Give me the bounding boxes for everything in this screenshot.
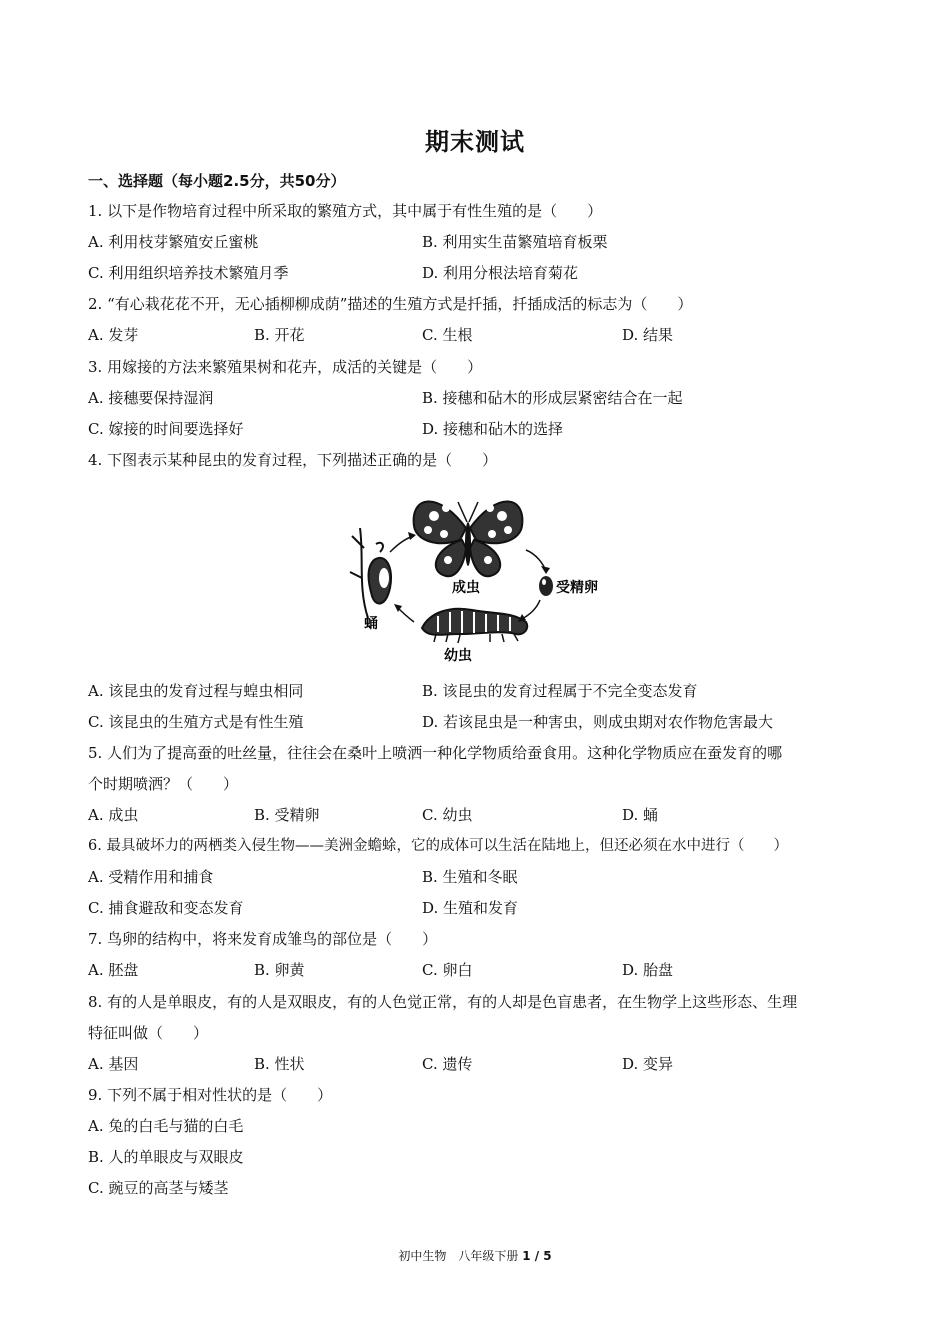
label-egg: 受精卵 xyxy=(556,580,598,596)
page-title: 期末测试 xyxy=(425,128,525,156)
q9-option-a: A. 兔的白毛与猫的白毛 xyxy=(88,1117,244,1135)
label-adult: 成虫 xyxy=(452,580,480,596)
q9-option-b: B. 人的单眼皮与双眼皮 xyxy=(88,1148,244,1166)
pupa-icon xyxy=(350,528,391,618)
caterpillar-icon xyxy=(422,609,527,643)
question-9-stem: 9. 下列不属于相对性状的是（ ） xyxy=(88,1086,333,1104)
q8-option-d: D. 变异 xyxy=(622,1055,674,1073)
label-larva: 幼虫 xyxy=(444,648,472,664)
q6-option-d: D. 生殖和发育 xyxy=(422,899,519,917)
q3-option-a: A. 接穗要保持湿润 xyxy=(88,389,214,407)
q1-option-c: C. 利用组织培养技术繁殖月季 xyxy=(88,264,289,282)
q2-option-a: A. 发芽 xyxy=(88,326,139,344)
q2-option-b: B. 开花 xyxy=(254,326,305,344)
q6-option-a: A. 受精作用和捕食 xyxy=(88,868,214,886)
q5-option-a: A. 成虫 xyxy=(88,806,139,824)
q4-option-a: A. 该昆虫的发育过程与蝗虫相同 xyxy=(88,682,304,700)
question-3-stem: 3. 用嫁接的方法来繁殖果树和花卉，成活的关键是（ ） xyxy=(88,358,483,376)
q7-option-a: A. 胚盘 xyxy=(88,961,139,979)
question-2-stem: 2. “有心栽花花不开，无心插柳柳成荫”描述的生殖方式是扦插，扦插成活的标志为（ ） xyxy=(88,295,693,313)
footer-text: 初中生物 八年级下册 xyxy=(398,1249,519,1263)
q5-option-c: C. 幼虫 xyxy=(422,806,473,824)
q2-option-d: D. 结果 xyxy=(622,326,674,344)
butterfly-icon xyxy=(414,501,523,576)
q3-option-b: B. 接穗和砧木的形成层紧密结合在一起 xyxy=(422,389,683,407)
egg-icon xyxy=(539,576,553,596)
question-7-stem: 7. 鸟卵的结构中，将来发育成雏鸟的部位是（ ） xyxy=(88,930,438,948)
q6-option-b: B. 生殖和冬眠 xyxy=(422,868,518,886)
q1-option-a: A. 利用枝芽繁殖安丘蜜桃 xyxy=(88,233,259,251)
page-number: 1 / 5 xyxy=(522,1249,552,1263)
q9-option-c: C. 豌豆的高茎与矮茎 xyxy=(88,1179,229,1197)
q4-option-b: B. 该昆虫的发育过程属于不完全变态发育 xyxy=(422,682,698,700)
q3-option-d: D. 接穗和砧木的选择 xyxy=(422,420,564,438)
question-8-stem-line1: 8. 有的人是单眼皮，有的人是双眼皮，有的人色觉正常，有的人却是色盲患者，在生物学上这些形态、生理 xyxy=(88,993,798,1011)
q4-option-d: D. 若该昆虫是一种害虫，则成虫期对农作物危害最大 xyxy=(422,713,774,731)
label-pupa: 蛹 xyxy=(364,616,378,632)
q7-option-d: D. 胎盘 xyxy=(622,961,674,979)
q1-option-d: D. 利用分根法培育菊花 xyxy=(422,264,579,282)
question-4-stem: 4. 下图表示某种昆虫的发育过程，下列描述正确的是（ ） xyxy=(88,451,498,469)
question-1-stem: 1. 以下是作物培育过程中所采取的繁殖方式，其中属于有性生殖的是（ ） xyxy=(88,202,603,220)
q8-option-b: B. 性状 xyxy=(254,1055,305,1073)
q5-option-d: D. 蛹 xyxy=(622,806,659,824)
q2-option-c: C. 生根 xyxy=(422,326,473,344)
q8-option-a: A. 基因 xyxy=(88,1055,139,1073)
question-8-stem-line2: 特征叫做（ ） xyxy=(88,1024,209,1042)
page-footer xyxy=(0,1247,950,1264)
q7-option-b: B. 卵黄 xyxy=(254,961,305,979)
question-6-stem: 6. 最具破坏力的两栖类入侵生物——美洲金蟾蜍，它的成体可以生活在陆地上，但还必须在水中进行（ ） xyxy=(88,838,788,854)
q7-option-c: C. 卵白 xyxy=(422,961,473,979)
question-5-stem-line2: 个时期喷洒？（ ） xyxy=(88,775,239,793)
q4-option-c: C. 该昆虫的生殖方式是有性生殖 xyxy=(88,713,304,731)
q3-option-c: C. 嫁接的时间要选择好 xyxy=(88,420,244,438)
q1-option-b: B. 利用实生苗繁殖培育板栗 xyxy=(422,233,608,251)
section-heading: 一、选择题（每小题2.5分，共50分） xyxy=(88,172,346,190)
question-5-stem-line1: 5. 人们为了提高蚕的吐丝量，往往会在桑叶上喷洒一种化学物质给蚕食用。这种化学物质应在蚕发育的哪 xyxy=(88,744,783,762)
lifecycle-diagram xyxy=(340,488,620,668)
q5-option-b: B. 受精卵 xyxy=(254,806,320,824)
q6-option-c: C. 捕食避敌和变态发育 xyxy=(88,899,244,917)
q8-option-c: C. 遗传 xyxy=(422,1055,473,1073)
insect-lifecycle-figure xyxy=(340,488,620,668)
